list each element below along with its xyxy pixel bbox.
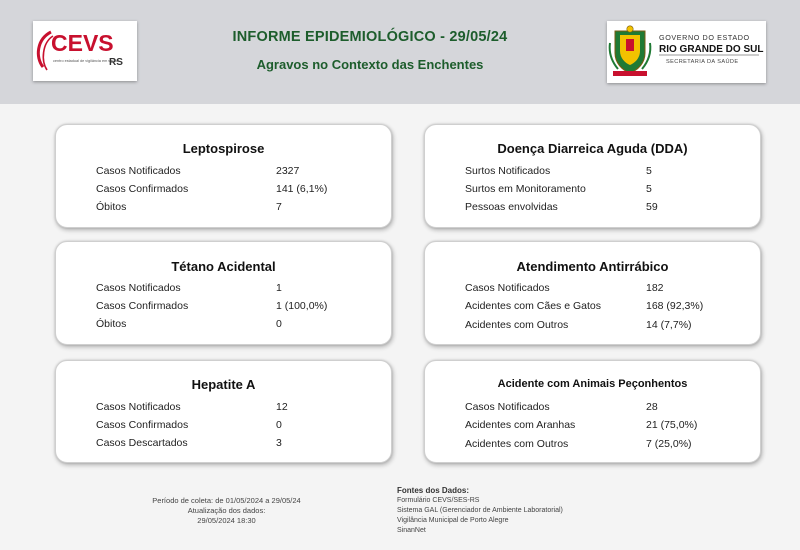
- card-row: [465, 300, 750, 316]
- row-value: 1: [276, 282, 282, 294]
- row-value: 21 (75,0%): [646, 419, 698, 431]
- row-value: 7: [276, 201, 282, 213]
- row-label: Acidentes com Aranhas: [465, 419, 576, 431]
- rs-logo-line1: GOVERNO DO ESTADO: [659, 33, 750, 42]
- card-animais-peconhentos: [424, 360, 761, 463]
- row-value: 182: [646, 282, 664, 294]
- row-value: 1 (100,0%): [276, 300, 328, 312]
- source-item: Sistema GAL (Gerenciador de Ambiente Laboratorial): [397, 507, 563, 514]
- data-sources: [397, 486, 563, 536]
- rs-logo-line2: RIO GRANDE DO SUL: [659, 44, 764, 55]
- card-title: Tétano Acidental: [171, 259, 276, 274]
- card-row: [465, 201, 750, 217]
- card-title: Leptospirose: [182, 141, 265, 156]
- card-dda: [424, 124, 761, 228]
- sources-title: Fontes dos Dados:: [397, 486, 470, 495]
- source-item: Vigilância Municipal de Porto Alegre: [397, 517, 509, 524]
- row-label: Casos Notificados: [465, 282, 550, 294]
- row-label: Acidentes com Outros: [465, 319, 569, 331]
- card-row: [96, 183, 381, 199]
- updated-label: Atualização dos dados:: [187, 506, 266, 515]
- cevs-state-text: RS: [109, 57, 123, 68]
- card-row: [96, 165, 381, 181]
- row-value: 0: [276, 318, 282, 330]
- card-row: [96, 437, 381, 453]
- row-label: Casos Confirmados: [96, 419, 189, 431]
- collection-period: [144, 496, 309, 526]
- updated-value: 29/05/2024 18:30: [197, 516, 256, 525]
- card-row: [96, 201, 381, 217]
- row-label: Casos Notificados: [96, 282, 181, 294]
- row-label: Surtos Notificados: [465, 165, 551, 177]
- card-hepatite-a: [55, 360, 392, 463]
- card-row: [465, 165, 750, 181]
- row-label: Casos Notificados: [465, 401, 550, 413]
- row-label: Casos Descartados: [96, 437, 188, 449]
- card-row: [96, 401, 381, 417]
- cevs-tagline-text: centro estadual de vigilância em saúde: [53, 59, 119, 63]
- row-label: Acidentes com Cães e Gatos: [465, 300, 601, 312]
- cevs-brand-text: CEVS: [51, 30, 114, 56]
- row-value: 59: [646, 201, 658, 213]
- row-value: 5: [646, 165, 652, 177]
- row-label: Casos Notificados: [96, 401, 181, 413]
- rs-logo-line3: SECRETARIA DA SAÚDE: [666, 59, 739, 65]
- card-row: [465, 419, 750, 435]
- row-value: 5: [646, 183, 652, 195]
- card-antirrabico: [424, 241, 761, 345]
- card-tetano: [55, 241, 392, 345]
- card-row: [96, 300, 381, 316]
- card-row: [465, 438, 750, 454]
- row-label: Pessoas envolvidas: [465, 201, 558, 213]
- row-value: 7 (25,0%): [646, 438, 692, 450]
- row-label: Casos Confirmados: [96, 183, 189, 195]
- row-label: Óbitos: [96, 318, 127, 330]
- rs-logo-graphic: [607, 21, 766, 83]
- cevs-logo: [33, 21, 137, 81]
- source-item: SinanNet: [397, 527, 426, 534]
- report-title: INFORME EPIDEMIOLÓGICO - 29/05/24: [232, 29, 508, 45]
- rs-government-logo: [607, 21, 766, 83]
- row-label: Casos Confirmados: [96, 300, 189, 312]
- card-leptospirose: [55, 124, 392, 228]
- card-row: [96, 419, 381, 435]
- row-value: 12: [276, 401, 288, 413]
- card-row: [96, 282, 381, 298]
- source-item: Formulário CEVS/SES-RS: [397, 497, 480, 504]
- card-title: Hepatite A: [191, 377, 256, 392]
- row-value: 14 (7,7%): [646, 319, 692, 331]
- header-bar: [0, 0, 800, 104]
- row-value: 28: [646, 401, 658, 413]
- row-label: Acidentes com Outros: [465, 438, 569, 450]
- row-value: 0: [276, 419, 282, 431]
- cevs-logo-graphic: [33, 21, 137, 81]
- row-label: Óbitos: [96, 201, 127, 213]
- period-text: Período de coleta: de 01/05/2024 a 29/05/24: [152, 496, 301, 505]
- card-row: [465, 282, 750, 298]
- row-label: Surtos em Monitoramento: [465, 183, 586, 195]
- row-value: 2327: [276, 165, 300, 177]
- card-title: Acidente com Animais Peçonhentos: [497, 378, 688, 390]
- row-value: 3: [276, 437, 282, 449]
- report-subtitle: Agravos no Contexto das Enchentes: [256, 57, 484, 72]
- rs-coat-of-arms-icon: [610, 26, 651, 76]
- row-value: 168 (92,3%): [646, 300, 704, 312]
- card-row: [465, 319, 750, 335]
- card-row: [465, 401, 750, 417]
- row-value: 141 (6,1%): [276, 183, 328, 195]
- card-title: Atendimento Antirrábico: [516, 259, 669, 274]
- card-row: [96, 318, 381, 334]
- row-label: Casos Notificados: [96, 165, 181, 177]
- card-row: [465, 183, 750, 199]
- card-title: Doença Diarreica Aguda (DDA): [497, 141, 688, 156]
